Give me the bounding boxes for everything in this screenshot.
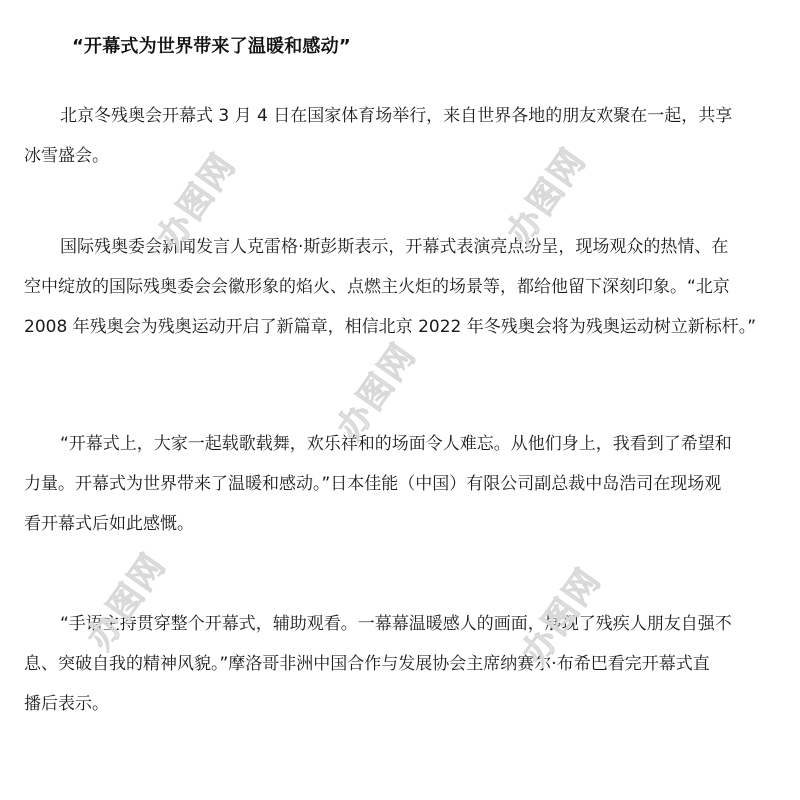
- watermark: 办图网: [499, 140, 595, 253]
- paragraph-line: “开幕式上，大家一起载歌载舞，欢乐祥和的场面令人难忘。从他们身上，我看到了希望和: [60, 434, 732, 454]
- paragraph-1: [24, 96, 770, 176]
- paragraph-line: “手语主持贯穿整个开幕式，辅助观看。一幕幕温暖感人的画面，展现了残疾人朋友自强不: [60, 614, 732, 634]
- paragraph-line: 看开幕式后如此感慨。: [24, 514, 194, 534]
- watermark: 办图网: [329, 335, 425, 448]
- document-title: “开幕式为世界带来了温暖和感动”: [72, 36, 351, 57]
- paragraph-line: 北京冬残奥会开幕式 3 月 4 日在国家体育场举行，来自世界各地的朋友欢聚在一起，共享: [60, 106, 733, 126]
- paragraph-3: [24, 424, 770, 544]
- paragraph-line: 冰雪盛会。: [24, 146, 109, 166]
- paragraph-4: [24, 604, 770, 724]
- watermark: 办图网: [79, 545, 175, 658]
- paragraph-line: 空中绽放的国际残奥委会会徽形象的焰火、点燃主火炬的场景等，都给他留下深刻印象。“北京: [24, 277, 730, 297]
- paragraph-line: 息、突破自我的精神风貌。”摩洛哥非洲中国合作与发展协会主席纳赛尔·布希巴看完开幕式直: [24, 654, 710, 674]
- watermark: 办图网: [149, 145, 245, 258]
- paragraph-line: 播后表示。: [24, 694, 109, 714]
- paragraph-line: 国际残奥委会新闻发言人克雷格·斯彭斯表示，开幕式表演亮点纷呈，现场观众的热情、在: [60, 237, 729, 257]
- paragraph-line: 力量。开幕式为世界带来了温暖和感动。”日本佳能（中国）有限公司副总裁中岛浩司在现场观: [24, 474, 722, 494]
- watermark: 办图网: [514, 560, 610, 673]
- paragraph-2: [24, 227, 770, 347]
- paragraph-line: 2008 年残奥会为残奥运动开启了新篇章，相信北京 2022 年冬残奥会将为残奥运动树立新标杆。”: [24, 317, 757, 337]
